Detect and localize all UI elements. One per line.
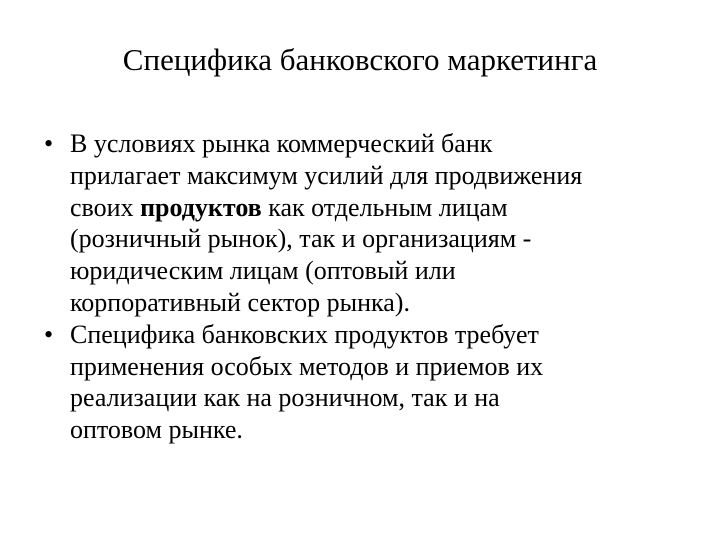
bullet-line: корпоративный сектор рынка). [70,287,410,317]
bullet-line: оптовом рынке. [70,415,243,445]
bullet-marker: • [44,319,54,349]
bullet-text [70,128,670,319]
bullet-line: реализации как на розничном, так и на [70,383,500,413]
bullet-line: прилагает максимум усилий для продвижения [70,160,583,190]
emphasized-word: продуктов [140,192,262,222]
bullet-marker: • [44,129,54,158]
bullet-line: применения особых методов и приемов их [70,351,544,381]
bullet-line: Специфика банковских продуктов требует [70,319,539,349]
bullet-line: (розничный рынок), так и организациям - [70,224,532,254]
bullet-line-end: как отдельным лицам [261,192,508,222]
bullet-line: В условиях рынка коммерческий банк [70,129,493,158]
bullet-list [0,128,720,446]
bullet-line-start: своих [70,192,141,222]
slide-title: Специфика банковского маркетинга [122,42,598,77]
bullet-item [0,128,720,319]
bullet-line [70,192,670,224]
bullet-item [0,319,720,446]
bullet-text [70,319,670,446]
bullet-line: юридическим лицам (оптовый или [70,256,456,286]
